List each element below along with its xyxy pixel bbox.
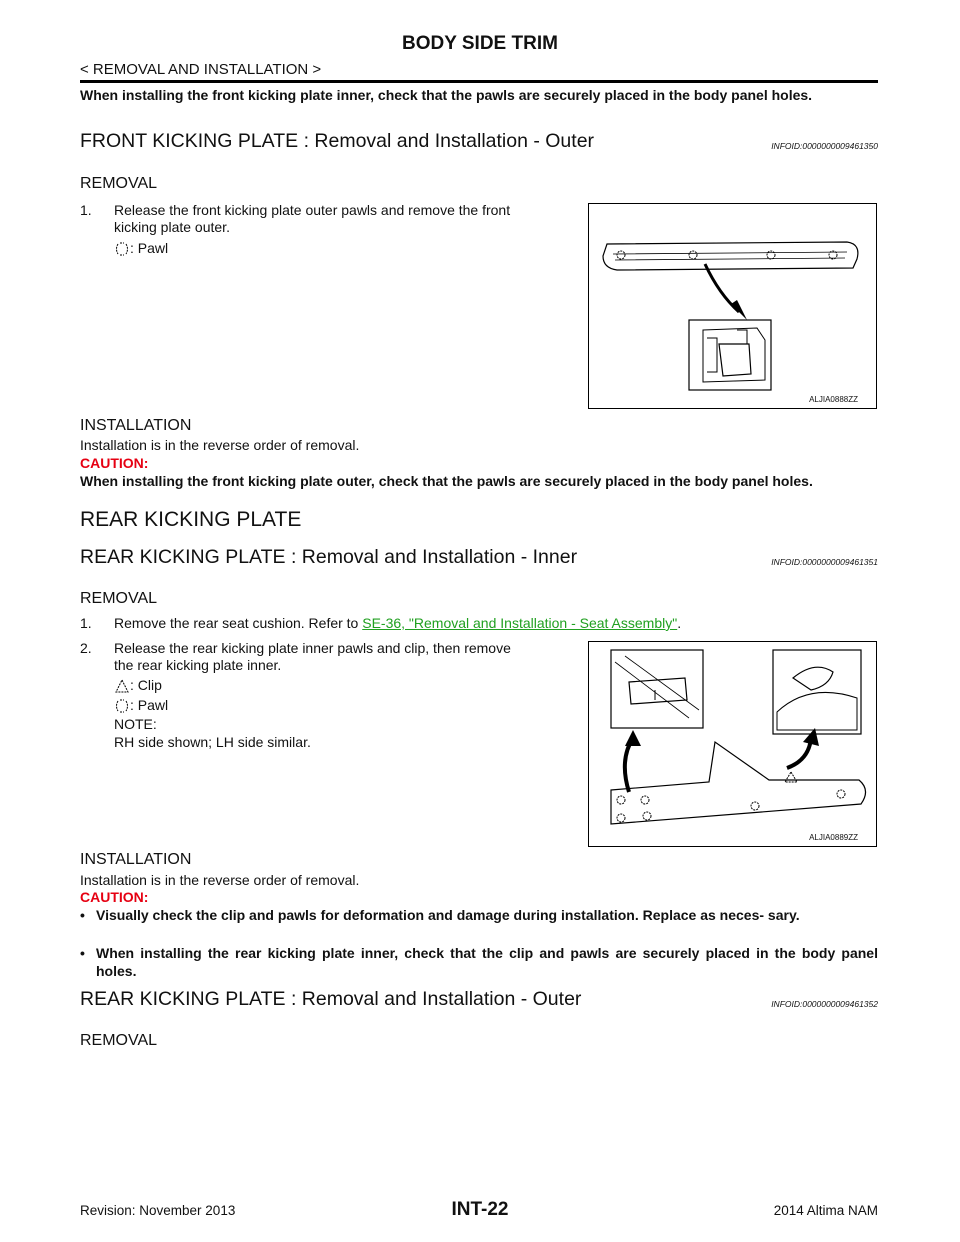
step-text-end: . xyxy=(677,615,682,631)
rear-inner-step-2 xyxy=(80,640,511,657)
caution-bullet-1-text: Visually check the clip and pawls for deformation and damage during installation. Replace as neces- sary. xyxy=(96,907,800,923)
rear-plate-section-heading: REAR KICKING PLATE xyxy=(80,508,302,531)
front-outer-heading: FRONT KICKING PLATE : Removal and Installation - Outer xyxy=(80,130,595,152)
legend-clip-label: : Clip xyxy=(130,677,162,693)
step-text: Remove the rear seat cushion. Refer to xyxy=(114,615,363,631)
step-text: Release the rear kicking plate inner pawls and clip, then remove xyxy=(114,640,511,656)
pawl-symbol-icon xyxy=(114,241,130,257)
figure-code: ALJIA0889ZZ xyxy=(809,833,858,842)
bullet-icon: • xyxy=(80,907,85,923)
figure-code: ALJIA0888ZZ xyxy=(809,395,858,404)
rear-outer-heading: REAR KICKING PLATE : Removal and Installation - Outer xyxy=(80,988,582,1010)
front-plate-illustration xyxy=(589,204,876,408)
rear-outer-infoid: INFOID:0000000009461352 xyxy=(771,999,878,1009)
legend-pawl xyxy=(114,697,168,714)
footer-revision: Revision: November 2013 xyxy=(80,1203,236,1218)
front-outer-removal-heading: REMOVAL xyxy=(80,175,158,192)
rear-inner-infoid: INFOID:0000000009461351 xyxy=(771,557,878,567)
page-title: BODY SIDE TRIM xyxy=(402,33,558,54)
page-number: INT-22 xyxy=(451,1199,509,1220)
legend-pawl-label: : Pawl xyxy=(130,240,169,256)
note-label: NOTE: xyxy=(114,716,157,732)
front-outer-infoid: INFOID:0000000009461350 xyxy=(771,141,878,151)
caution-bullet-2 xyxy=(80,944,878,980)
rear-inner-installation-text: Installation is in the reverse order of removal. xyxy=(80,872,360,888)
front-outer-installation-text: Installation is in the reverse order of removal. xyxy=(80,437,360,453)
rear-inner-removal-heading: REMOVAL xyxy=(80,590,158,607)
step-text: Release the front kicking plate outer pawls and remove the front xyxy=(114,202,511,218)
step-number: 2. xyxy=(80,640,92,656)
rear-inner-heading: REAR KICKING PLATE : Removal and Installation - Inner xyxy=(80,546,578,568)
breadcrumb: < REMOVAL AND INSTALLATION > xyxy=(80,61,322,78)
footer-model: 2014 Altima NAM xyxy=(773,1203,878,1218)
bullet-icon: • xyxy=(80,945,85,961)
rear-inner-step-2-cont: the rear kicking plate inner. xyxy=(114,657,282,673)
front-outer-caution-label: CAUTION: xyxy=(80,455,149,471)
step-number: 1. xyxy=(80,615,92,631)
rear-plate-illustration xyxy=(589,642,876,846)
rear-inner-installation-heading: INSTALLATION xyxy=(80,851,192,868)
legend-pawl xyxy=(114,240,168,257)
front-outer-caution-text: When installing the front kicking plate outer, check that the pawls are securely placed in the body panel holes. xyxy=(80,473,813,489)
clip-symbol-icon xyxy=(114,678,130,694)
header-divider xyxy=(80,80,878,83)
caution-bullet-1 xyxy=(80,906,878,924)
caution-bullet-2-text: When installing the rear kicking plate inner, check that the clip and pawls are securely placed in the body panel holes. xyxy=(96,945,878,979)
legend-pawl-label: : Pawl xyxy=(130,697,169,713)
rear-outer-removal-heading: REMOVAL xyxy=(80,1032,158,1049)
seat-assembly-link[interactable]: SE-36, "Removal and Installation - Seat Assembly" xyxy=(362,615,678,631)
legend-clip xyxy=(114,677,162,694)
front-outer-step-1 xyxy=(80,202,510,219)
pawl-symbol-icon xyxy=(114,698,130,714)
intro-caution-text: When installing the front kicking plate inner, check that the pawls are securely placed in the body panel holes. xyxy=(80,87,813,103)
front-kicking-plate-outer-figure xyxy=(588,203,877,409)
note-text: RH side shown; LH side similar. xyxy=(114,734,311,750)
front-outer-installation-heading: INSTALLATION xyxy=(80,417,192,434)
rear-inner-step-1 xyxy=(80,615,681,632)
rear-inner-caution-label: CAUTION: xyxy=(80,889,149,905)
rear-kicking-plate-inner-figure xyxy=(588,641,877,847)
step-number: 1. xyxy=(80,202,92,218)
front-outer-step-1-cont: kicking plate outer. xyxy=(114,219,230,235)
